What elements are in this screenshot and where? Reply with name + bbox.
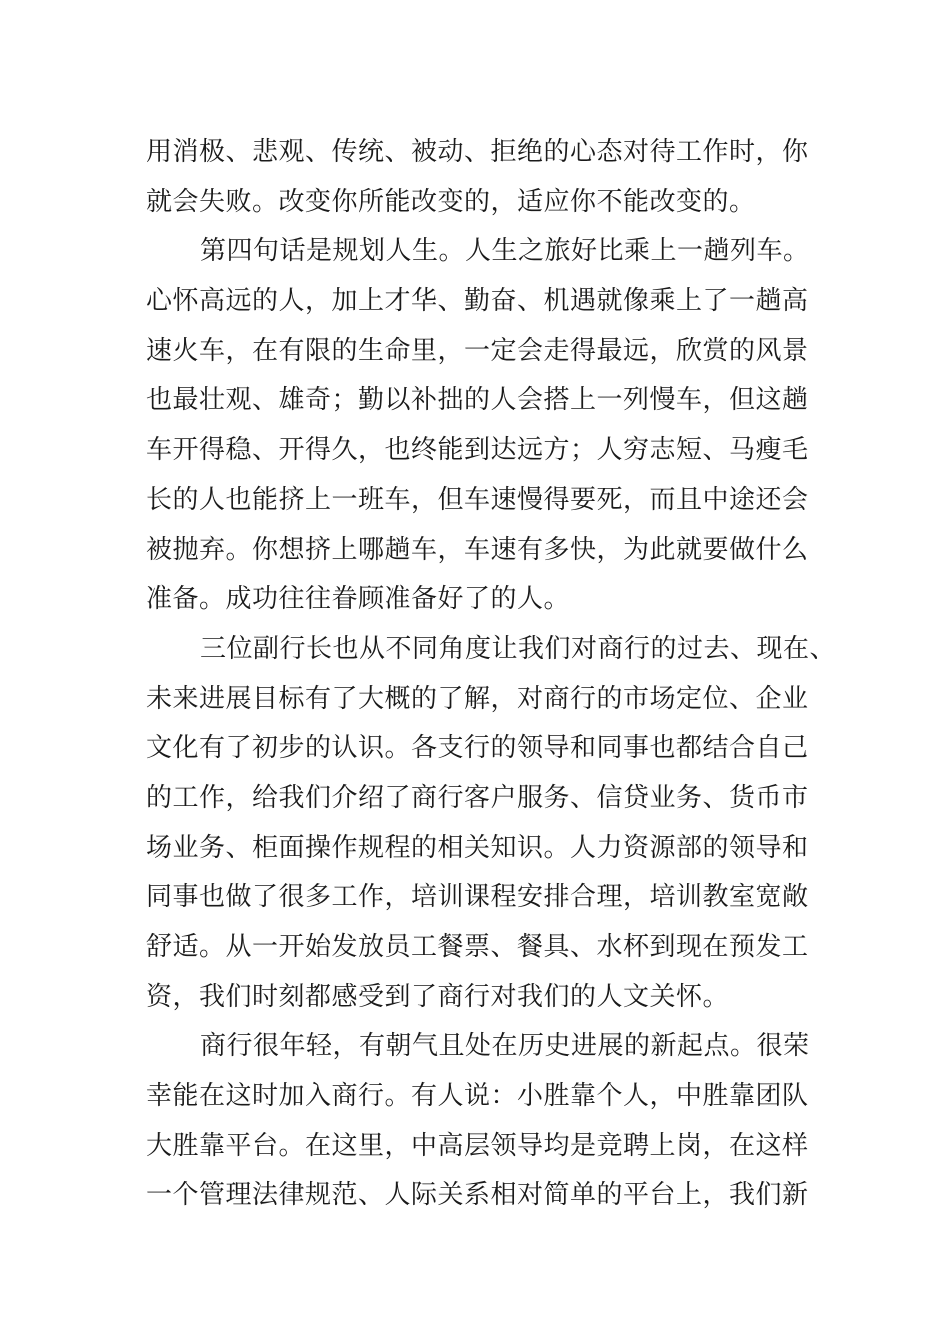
text-line: 的工作，给我们介绍了商行客户服务、信贷业务、货币市	[146, 782, 809, 813]
text-line: 长的人也能挤上一班车，但车速慢得要死，而且中途还会	[146, 484, 809, 515]
text-line: 准备。成功往往眷顾准备好了的人。	[146, 584, 571, 615]
text-line: 同事也做了很多工作，培训课程安排合理，培训教室宽敞	[146, 882, 809, 913]
text-line: 一个管理法律规范、人际关系相对简单的平台上，我们新	[146, 1180, 809, 1211]
text-line: 被抛弃。你想挤上哪趟车，车速有多快，为此就要做什么	[146, 534, 809, 565]
paragraph-start-line: 商行很年轻，有朝气且处在历史进展的新起点。很荣	[200, 1031, 810, 1062]
paragraph-start-line: 第四句话是规划人生。人生之旅好比乘上一趟列车。	[200, 236, 810, 267]
text-line: 大胜靠平台。在这里，中高层领导均是竞聘上岗，在这样	[146, 1130, 809, 1161]
body-text	[146, 128, 836, 1221]
text-line: 场业务、柜面操作规程的相关知识。人力资源部的领导和	[146, 832, 809, 863]
text-line: 车开得稳、开得久，也终能到达远方；人穷志短、马瘦毛	[146, 435, 809, 466]
text-line: 心怀高远的人，加上才华、勤奋、机遇就像乘上了一趟高	[146, 286, 809, 317]
text-line: 也最壮观、雄奇；勤以补拙的人会搭上一列慢车，但这趟	[146, 385, 809, 416]
text-line: 舒适。从一开始发放员工餐票、餐具、水杯到现在预发工	[146, 932, 809, 962]
text-line: 幸能在这时加入商行。有人说：小胜靠个人，中胜靠团队	[146, 1081, 809, 1112]
text-line: 用消极、悲观、传统、被动、拒绝的心态对待工作时，你	[146, 137, 809, 167]
paragraph-start-line: 三位副行长也从不同角度让我们对商行的过去、现在、	[200, 633, 837, 664]
text-line: 文化有了初步的认识。各支行的领导和同事也都结合自己	[146, 733, 809, 764]
text-line: 就会失败。改变你所能改变的，适应你不能改变的。	[146, 186, 756, 217]
text-line: 速火车，在有限的生命里，一定会走得最远，欣赏的风景	[146, 335, 809, 366]
text-line: 资，我们时刻都感受到了商行对我们的人文关怀。	[146, 981, 730, 1012]
text-line: 未来进展目标有了大概的了解，对商行的市场定位、企业	[146, 683, 809, 714]
